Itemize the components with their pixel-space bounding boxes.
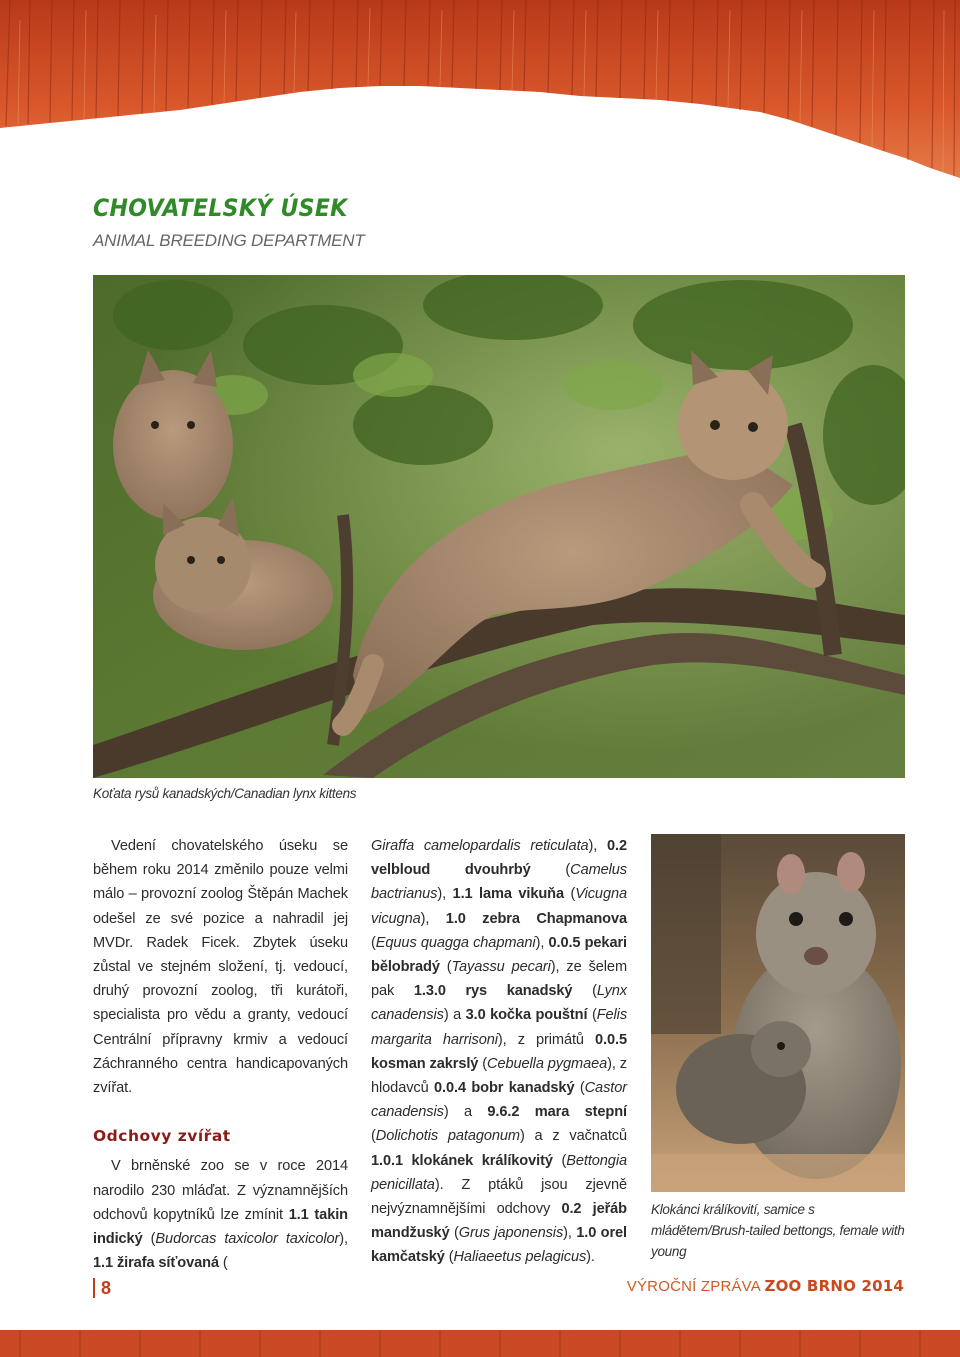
bettong-photo [651, 834, 905, 1192]
intro-paragraph: Vedení chovatelského úseku se během roku 2014 změnilo pouze velmi málo – provozní zoolog Štěpán Machek odešel ze své pozice a nahradil jej MVDr. Radek Ficek. Zbytek úseku zůstal ve stejném složení, tj. vedoucí, druhý provozní zoolog, tři kurátoři, specialista pro vědu a granty, vedoucí Centrální přípravny krmiv a vedoucí Záchranného centra handicapovaných zvířat. [93, 838, 348, 1097]
page-title: CHOVATELSKÝ ÚSEK [93, 194, 348, 222]
births-paragraph-part2: Giraffa camelopardalis reticulata), 0.2 velbloud dvouhrbý (Camelus bactrianus), 1.1 lama vikuňa (Vicugna vicugna), 1.0 zebra Chapmanova (Equus quagga chapmani), 0.0.5 pekari bělobradý (Tayassu pecari), ze šelem pak 1.3.0 rys kanadský (Lynx canadensis) a 3.0 kočka pouštní (Felis margarita harrisoni), z primátů 0.0.5 kosman zakrslý (Cebuella pygmaea), z hlodavců 0.0.4 bobr kanadský (Castor canadensis) a 9.6.2 mara stepní (Dolichotis patagonum) a z vačnatců 1.0.1 klokánek králíkovitý (Bettongia penicillata). Z ptáků jsou zjevně nejvýznamnějšími odchovy 0.2 jeřáb mandžuský (Grus japonensis), 1.0 orel kamčatský (Haliaeetus pelagicus). [371, 838, 628, 1266]
thatch-bottom-decoration [0, 1330, 960, 1357]
text-column-2 [371, 834, 627, 1270]
lynx-kittens-photo [93, 275, 905, 778]
bettong-photo-caption: Klokánci králíkovití, samice s mládětem/Brush-tailed bettongs, female with young [651, 1202, 905, 1259]
footer-brand: ZOO BRNO 2014 [764, 1277, 904, 1295]
thatch-roof-decoration [0, 0, 960, 185]
lynx-photo-caption: Koťata rysů kanadských/Canadian lynx kittens [93, 786, 357, 801]
footer-report-title [627, 1277, 904, 1295]
page-subtitle: ANIMAL BREEDING DEPARTMENT [93, 231, 365, 250]
text-column-1 [93, 834, 348, 1275]
footer-report-label: VÝROČNÍ ZPRÁVA [626, 1278, 761, 1295]
page-number: 8 [93, 1278, 111, 1298]
births-paragraph-part1: V brněnské zoo se v roce 2014 narodilo 230 mláďat. Z významnějších odchovů kopytníků lze zmínit 1.1 takin indický (Budorcas taxicolor taxicolor), 1.1 žirafa síťovaná ( [93, 1158, 348, 1272]
section-heading: Odchovy zvířat [93, 1127, 231, 1146]
